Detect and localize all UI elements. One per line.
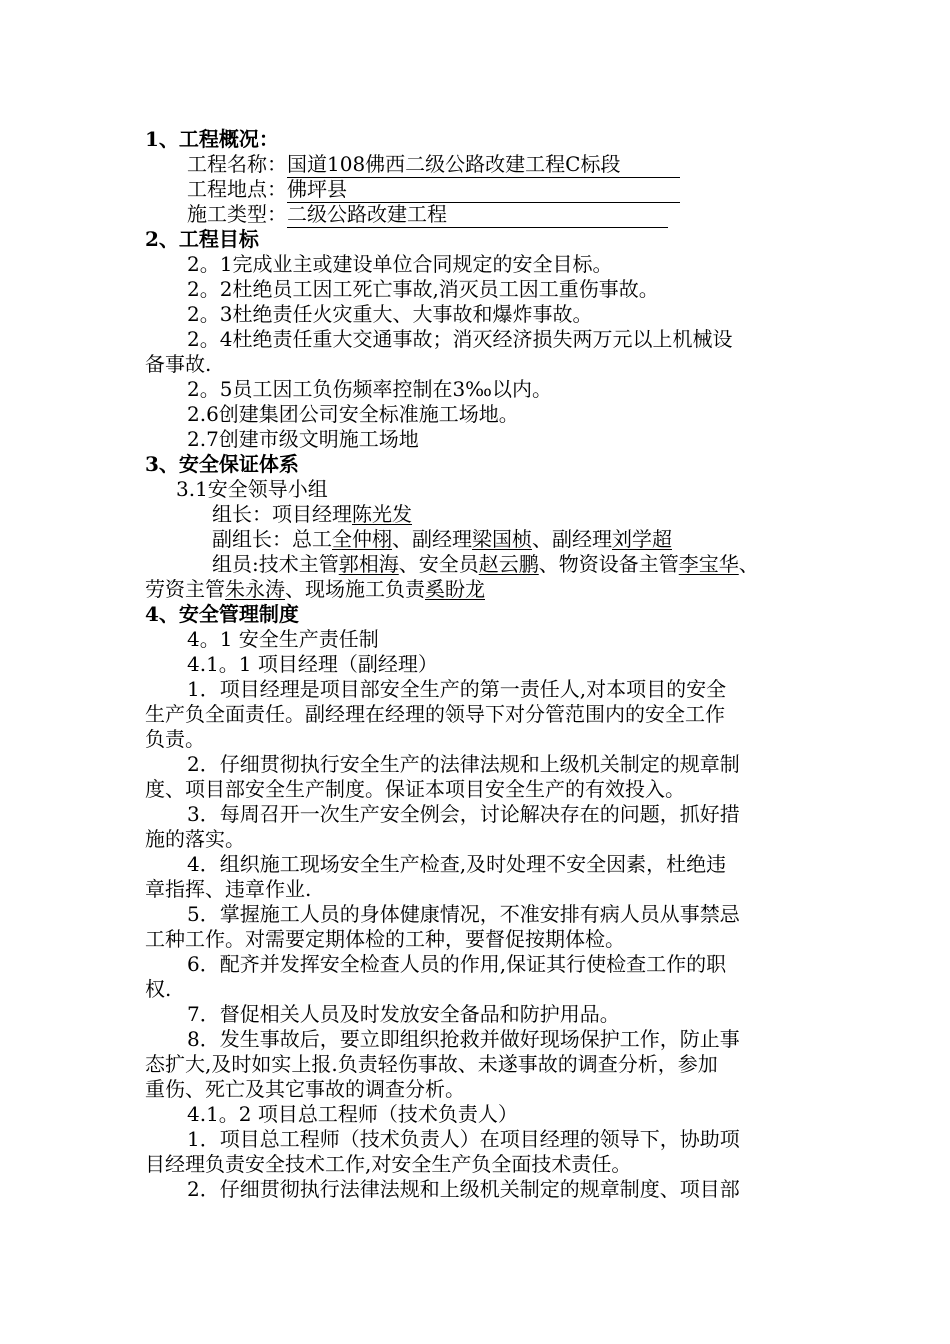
- section-heading-overview: 1、工程概况：: [145, 127, 279, 151]
- member-name: 李宝华: [678, 552, 739, 576]
- project-place-label: 工程地点：: [187, 177, 287, 201]
- project-name-value: 国道108佛西二级公路改建工程C标段: [287, 153, 680, 178]
- goal-item: 2。2杜绝员工因工死亡事故,消灭员工因工重伤事故。: [187, 277, 659, 301]
- section-heading-safety-system: 3、安全保证体系: [145, 452, 299, 476]
- body-line: 生产负全面责任。副经理在经理的领导下对分管范围内的安全工作: [145, 702, 725, 726]
- deputy-name: 刘学超: [612, 527, 672, 551]
- project-place-value: 佛坪县: [287, 178, 680, 203]
- member-name: 朱永涛: [225, 577, 285, 601]
- project-type-value: 二级公路改建工程: [287, 203, 668, 228]
- body-line: 2．仔细贯彻执行安全生产的法律法规和上级机关制定的规章制: [187, 752, 740, 776]
- body-line: 8．发生事故后，要立即组织抢救并做好现场保护工作，防止事: [187, 1027, 740, 1051]
- project-type-line: [0, 201, 950, 227]
- body-line: 2．仔细贯彻执行法律法规和上级机关制定的规章制度、项目部: [187, 1177, 740, 1201]
- body-line: 4.1。2 项目总工程师（技术负责人）: [187, 1102, 518, 1126]
- goal-item: 2.6创建集团公司安全标准施工场地。: [187, 402, 519, 426]
- group-leader-line: 组长：项目经理陈光发: [212, 502, 412, 526]
- body-line: 4。1 安全生产责任制: [187, 627, 379, 651]
- section-heading-goals: 2、工程目标: [145, 227, 259, 251]
- deputy-name: 梁国桢: [472, 527, 532, 551]
- body-line: 目经理负责安全技术工作,对安全生产负全面技术责任。: [145, 1152, 632, 1176]
- members-line: 组员:技术主管郭相海、安全员赵云鹏、物资设备主管李宝华、: [212, 552, 759, 576]
- project-type-label: 施工类型：: [187, 202, 287, 226]
- section-heading-management: 4、安全管理制度: [145, 602, 299, 626]
- body-line: 章指挥、违章作业.: [145, 877, 312, 901]
- goal-item: 2.7创建市级文明施工场地: [187, 427, 419, 451]
- body-line: 7．督促相关人员及时发放安全备品和防护用品。: [187, 1002, 620, 1026]
- body-line: 5．掌握施工人员的身体健康情况，不准安排有病人员从事禁忌: [187, 902, 740, 926]
- goal-item: 2。5员工因工负伤频率控制在3‰以内。: [187, 377, 553, 401]
- deputy-name: 全仲栩: [332, 527, 392, 551]
- member-name: 郭相海: [338, 552, 399, 576]
- goal-item: 2。1完成业主或建设单位合同规定的安全目标。: [187, 252, 613, 276]
- body-line: 6．配齐并发挥安全检查人员的作用,保证其行使检查工作的职: [187, 952, 727, 976]
- member-name: 赵云鹏: [478, 552, 539, 576]
- goal-item: 2。3杜绝责任火灾重大、大事故和爆炸事故。: [187, 302, 593, 326]
- goal-item: 2。4杜绝责任重大交通事故；消灭经济损失两万元以上机械设: [187, 327, 733, 351]
- members-line-continuation: 劳资主管朱永涛、现场施工负责奚盼龙: [145, 577, 485, 601]
- deputy-leaders-line: 副组长：总工全仲栩、副经理梁国桢、副经理刘学超: [212, 527, 672, 551]
- body-line: 1．项目经理是项目部安全生产的第一责任人,对本项目的安全: [187, 677, 727, 701]
- body-line: 权.: [145, 977, 172, 1001]
- body-line: 施的落实。: [145, 827, 245, 851]
- goal-item-continuation: 备事故.: [145, 352, 212, 376]
- body-line: 重伤、死亡及其它事故的调查分析。: [145, 1077, 465, 1101]
- body-line: 4．组织施工现场安全生产检查,及时处理不安全因素，杜绝违: [187, 852, 727, 876]
- body-line: 1．项目总工程师（技术负责人）在项目经理的领导下，协助项: [187, 1127, 740, 1151]
- body-line: 度、项目部安全生产制度。保证本项目安全生产的有效投入。: [145, 777, 685, 801]
- body-line: 3．每周召开一次生产安全例会，讨论解决存在的问题，抓好措: [187, 802, 740, 826]
- body-line: 负责。: [145, 727, 205, 751]
- body-line: 态扩大,及时如实上报.负责轻伤事故、未遂事故的调查分析，参加: [145, 1052, 718, 1076]
- subsection-leadership-group: 3.1安全领导小组: [176, 477, 328, 501]
- project-name-line: [0, 151, 950, 177]
- body-line: 工种工作。对需要定期体检的工种，要督促按期体检。: [145, 927, 625, 951]
- body-line: 4.1。1 项目经理（副经理）: [187, 652, 438, 676]
- member-name: 奚盼龙: [425, 577, 485, 601]
- project-place-line: [0, 176, 950, 202]
- leader-name: 陈光发: [352, 502, 412, 526]
- project-name-label: 工程名称：: [187, 152, 287, 176]
